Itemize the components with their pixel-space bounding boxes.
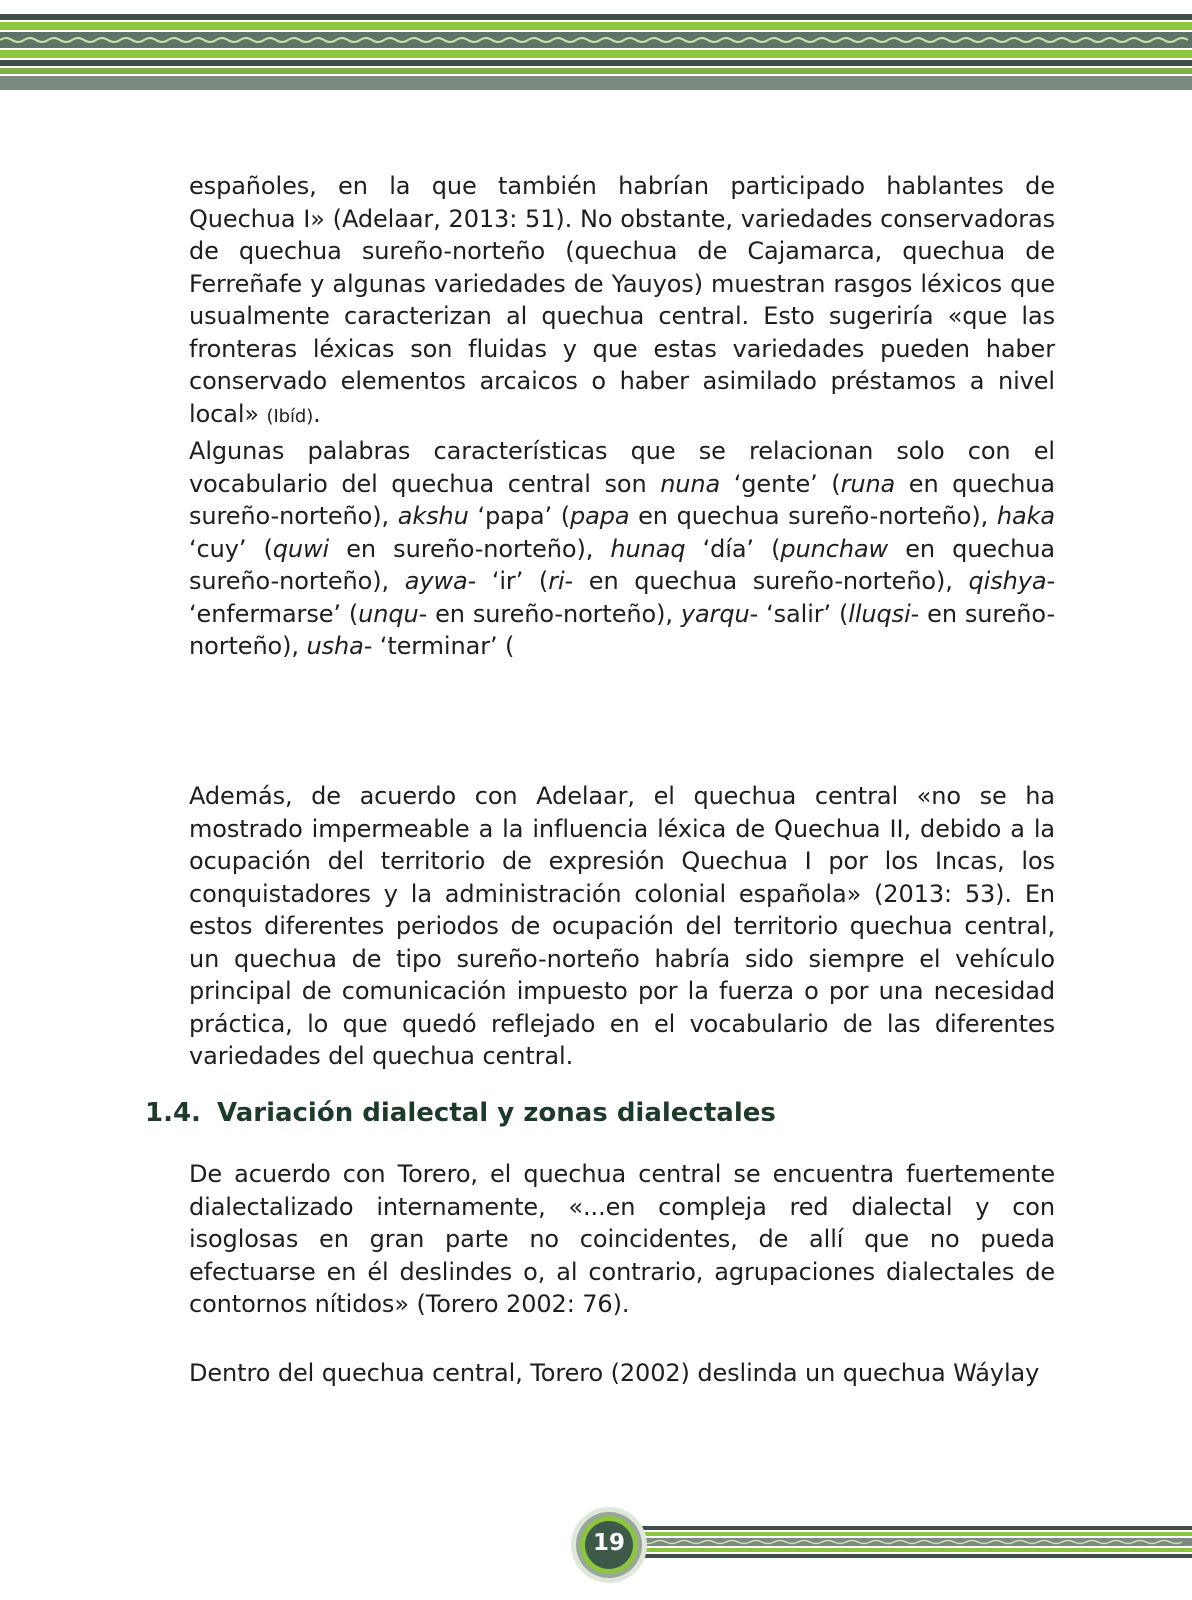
section-title: Variación dialectal y zonas dialectales (217, 1098, 776, 1128)
decorative-header-band (0, 0, 1192, 96)
paragraph-5: Dentro del quechua central, Torero (2002) deslinda un quechua Wáylay (189, 1359, 1040, 1387)
page-number: 19 (592, 1530, 625, 1556)
paragraph-4: De acuerdo con Torero, el quechua central se encuentra fuertemente dialectalizado internamente, «...en compleja red dialectal y con isoglosas en gran parte no coincidentes, de allí que no pueda efectuarse en él deslindes o, al contrario, agrupaciones dialectales de contornos nítidos» (Torero 2002: 76). (189, 1160, 1055, 1318)
paragraph-1: españoles, en la que también habrían participado hablantes de Quechua I» (Adelaar, 2013: 51). No obstante, variedades conservadoras de quechua sureño-norteño (quechua de Cajamarca, quechua de Ferreñafe y algunas variedades de Yauyos) muestran rasgos léxicos que usualmente caracterizan al quechua central. Esto sugeriría «que las fronteras léxicas son fluidas y que estas variedades pueden haber conservado elementos arcaicos o haber asimilado préstamos a nivel local» (Ibíd). (189, 172, 1055, 428)
section-number: 1.4. (145, 1098, 201, 1128)
paragraph-2: Algunas palabras características que se relacionan solo con el vocabulario del quechua central son nuna ‘gente’ (runa en quechua sureño-norteño), akshu ‘papa’ (papa en quechua sureño-norteño), haka ‘cuy’ (quwi en sureño-norteño), hunaq ‘día’ (punchaw en quechua sureño-norteño), aywa- ‘ir’ (ri- en quechua sureño-norteño), qishya- ‘enfermarse’ (unqu- en sureño-norteño), yarqu- ‘salir’ (lluqsi- en sureño-norteño), usha- ‘terminar’ ( (189, 437, 1055, 660)
paragraph-3: Además, de acuerdo con Adelaar, el quechua central «no se ha mostrado impermeable a la influencia léxica de Quechua II, debido a la ocupación del territorio de expresión Quechua I por los Incas, los conquistadores y la administración colonial española» (2013: 53). En estos diferentes periodos de ocupación del territorio quechua central, un quechua de tipo sureño-norteño habría sido siempre el vehículo principal de comunicación impuesto por la fuerza o por una necesidad práctica, lo que quedó reflejado en el vocabulario de las diferentes variedades del quechua central. (189, 782, 1055, 1070)
section-heading (145, 1098, 776, 1128)
